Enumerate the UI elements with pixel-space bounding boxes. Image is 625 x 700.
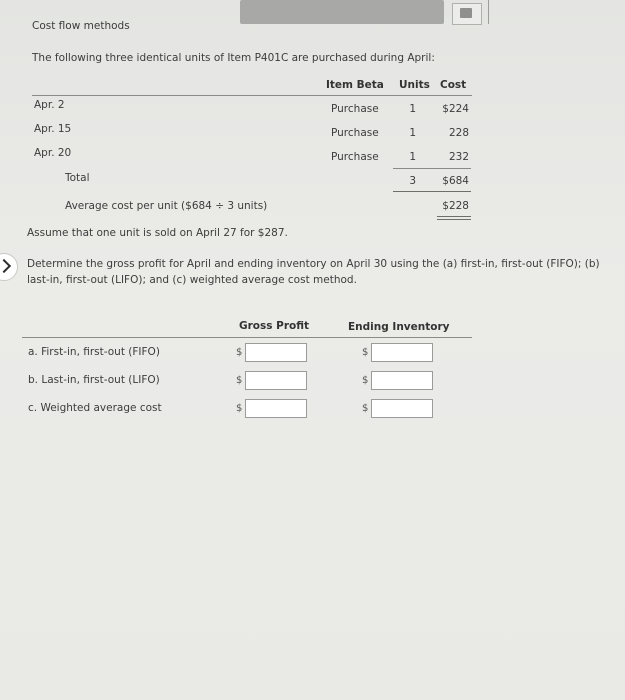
ending-inventory-weighted-average-input[interactable] [371,399,433,418]
total-units: 3 [409,175,416,187]
method-label-lifo: b. Last-in, first-out (LIFO) [28,374,160,386]
average-label: Average cost per unit ($684 ÷ 3 units) [65,200,268,212]
currency-symbol: $ [362,375,369,386]
table-header-rule [32,95,472,96]
row-cost: 232 [448,151,469,163]
assumption-text: Assume that one unit is sold on April 27 for $287. [27,227,288,239]
currency-symbol: $ [362,347,369,358]
header-ending-inventory: Ending Inventory [348,321,450,333]
ending-inventory-fifo-input[interactable] [371,343,433,362]
currency-symbol: $ [362,403,369,414]
gross-profit-weighted-average-input[interactable] [245,399,307,418]
row-type: Purchase [331,127,379,139]
page-title: Cost flow methods [32,20,130,32]
currency-symbol: $ [236,403,243,414]
average-double-rule-2 [437,219,471,220]
question-line-1: Determine the gross profit for April and ending inventory on April 30 using the (a) first-in, first-out (FIFO); (b) [27,258,600,270]
row-date: Apr. 2 [34,99,65,111]
subtotal-rule [393,168,471,169]
gross-profit-lifo-input[interactable] [245,371,307,390]
method-label-weighted-average: c. Weighted average cost [28,402,162,414]
row-units: 1 [409,151,416,163]
row-date: Apr. 15 [34,123,72,135]
toolbar-divider [488,0,489,24]
intro-text: The following three identical units of Item P401C are purchased during April: [32,52,435,64]
top-toolbar-bar [240,0,444,24]
header-units: Units [399,79,430,91]
average-cost: $228 [442,200,469,212]
row-cost: 228 [448,127,469,139]
header-item: Item Beta [326,79,384,91]
next-arrow-button[interactable] [0,253,18,281]
total-label: Total [65,172,90,184]
currency-symbol: $ [236,347,243,358]
total-rule [393,191,471,192]
header-cost: Cost [440,79,467,91]
row-date: Apr. 20 [34,147,72,159]
row-type: Purchase [331,103,379,115]
average-double-rule-1 [437,216,471,217]
row-units: 1 [409,103,416,115]
currency-symbol: $ [236,375,243,386]
document-icon[interactable] [452,3,482,25]
question-line-2: last-in, first-out (LIFO); and (c) weighted average cost method. [27,274,357,286]
chevron-right-icon [0,259,11,273]
method-label-fifo: a. First-in, first-out (FIFO) [28,346,160,358]
row-units: 1 [409,127,416,139]
answer-header-rule [22,337,472,338]
row-type: Purchase [331,151,379,163]
row-cost: $224 [442,103,469,115]
gross-profit-fifo-input[interactable] [245,343,307,362]
ending-inventory-lifo-input[interactable] [371,371,433,390]
header-gross-profit: Gross Profit [239,320,310,332]
total-cost: $684 [442,175,469,187]
